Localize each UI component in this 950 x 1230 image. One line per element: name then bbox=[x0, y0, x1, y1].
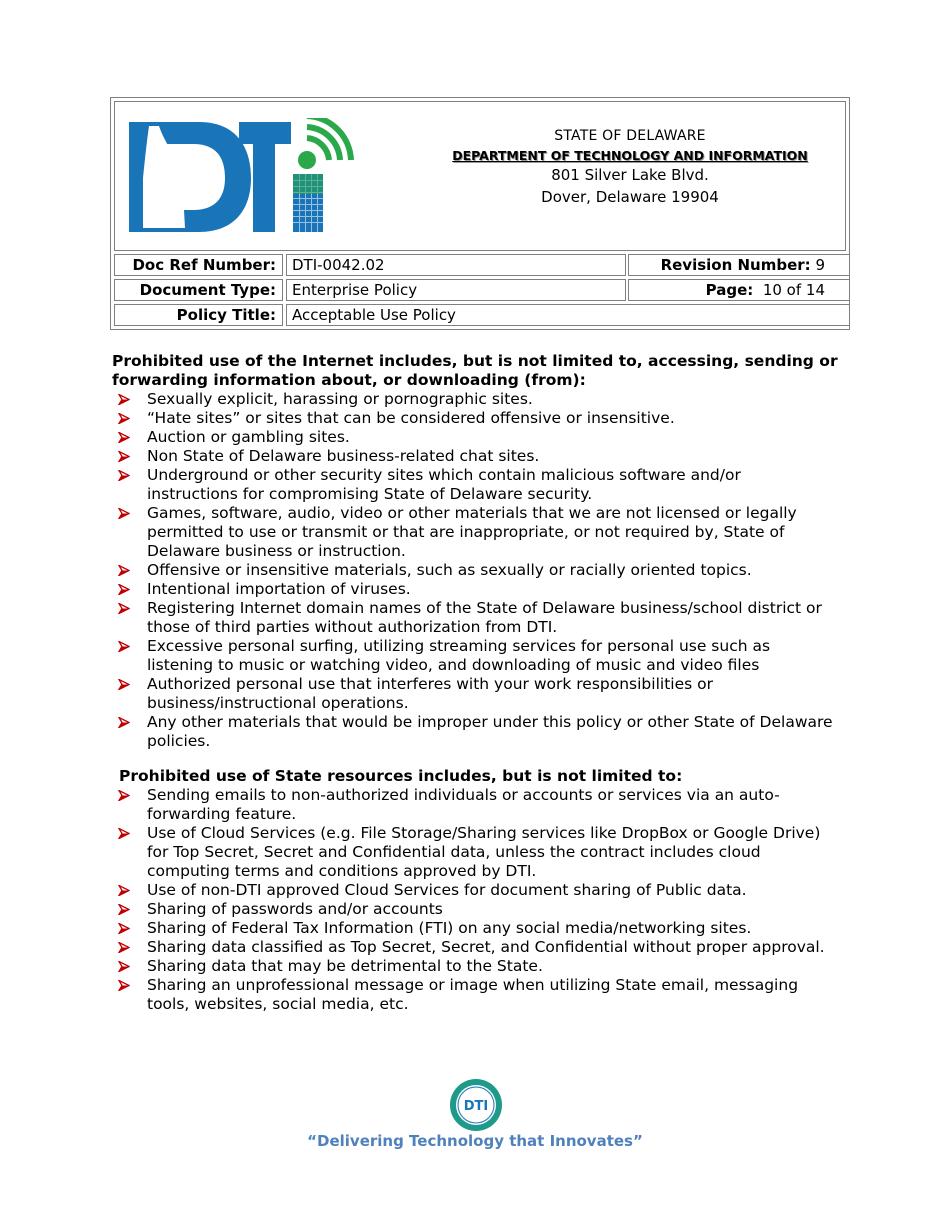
bullet-text-line: Sending emails to non-authorized individuals or accounts or services via an auto- bbox=[147, 786, 780, 804]
bullet-item bbox=[118, 919, 848, 938]
department-name: DEPARTMENT OF TECHNOLOGY AND INFORMATION bbox=[452, 148, 808, 163]
bullet-text-line: Auction or gambling sites. bbox=[147, 428, 350, 446]
page-label: Page: bbox=[705, 281, 754, 299]
state-name: STATE OF DELAWARE bbox=[554, 128, 706, 144]
arrow-bullet-icon bbox=[118, 923, 130, 934]
bullet-text-line: Non State of Delaware business-related chat sites. bbox=[147, 447, 540, 465]
bullet-text-line: Sharing data classified as Top Secret, Secret, and Confidential without proper approval. bbox=[147, 938, 825, 956]
bullet-text-line: “Hate sites” or sites that can be considered offensive or insensitive. bbox=[147, 409, 675, 427]
bullet-item bbox=[118, 786, 848, 824]
arrow-bullet-icon bbox=[118, 508, 130, 519]
arrow-bullet-icon bbox=[118, 980, 130, 991]
svg-text:DTI: DTI bbox=[463, 1099, 489, 1114]
bullet-text-line: Sharing an unprofessional message or image when utilizing State email, messaging bbox=[147, 976, 799, 994]
policy-title-label: Policy Title: bbox=[114, 304, 283, 326]
bullet-item bbox=[118, 466, 848, 504]
bullet-text-line: for Top Secret, Secret and Confidential data, unless the contract includes cloud bbox=[147, 843, 761, 861]
header-banner bbox=[114, 101, 846, 251]
arrow-bullet-icon bbox=[118, 961, 130, 972]
bullet-text-line: Use of Cloud Services (e.g. File Storage/Sharing services like DropBox or Google Drive) bbox=[147, 824, 821, 842]
arrow-bullet-icon bbox=[118, 603, 130, 614]
arrow-bullet-icon bbox=[118, 904, 130, 915]
bullet-item bbox=[118, 881, 848, 900]
bullet-item bbox=[118, 824, 848, 881]
bullet-text-line: Sharing of passwords and/or accounts bbox=[147, 900, 443, 918]
bullet-text-line: Delaware business or instruction. bbox=[147, 542, 406, 560]
section1-heading: Prohibited use of the Internet includes, but is not limited to, accessing, sending or forwarding information about, or downloading (from): bbox=[112, 352, 838, 389]
bullet-text-line: Games, software, audio, video or other materials that we are not licensed or legally bbox=[147, 504, 797, 522]
bullet-item bbox=[118, 447, 848, 466]
bullet-item bbox=[118, 504, 848, 561]
doc-type-label: Document Type: bbox=[114, 279, 283, 301]
bullet-text-line: tools, websites, social media, etc. bbox=[147, 995, 409, 1013]
bullet-text-line: Any other materials that would be improper under this policy or other State of Delaware bbox=[147, 713, 833, 731]
bullet-text-line: Use of non-DTI approved Cloud Services for document sharing of Public data. bbox=[147, 881, 747, 899]
section2-heading: Prohibited use of State resources includes, but is not limited to: bbox=[119, 767, 683, 785]
bullet-text-line: Authorized personal use that interferes with your work responsibilities or bbox=[147, 675, 713, 693]
logo-dot bbox=[298, 151, 316, 169]
address-line-2: Dover, Delaware 19904 bbox=[541, 188, 719, 206]
bullet-item bbox=[118, 561, 848, 580]
bullet-item bbox=[118, 900, 848, 919]
bullet-item bbox=[118, 675, 848, 713]
bullet-item bbox=[118, 976, 848, 1014]
page-value: 10 of 14 bbox=[762, 281, 825, 299]
dti-seal-icon bbox=[449, 1078, 503, 1132]
bullet-text-line: instructions for compromising State of Delaware security. bbox=[147, 485, 593, 503]
arrow-bullet-icon bbox=[118, 413, 130, 424]
bullet-text-line: Sharing of Federal Tax Information (FTI) on any social media/networking sites. bbox=[147, 919, 752, 937]
bullet-text-line: Offensive or insensitive materials, such as sexually or racially oriented topics. bbox=[147, 561, 752, 579]
bullet-text-line: policies. bbox=[147, 732, 211, 750]
bullet-item bbox=[118, 580, 848, 599]
arrow-bullet-icon bbox=[118, 790, 130, 801]
bullet-text-line: permitted to use or transmit or that are inappropriate, or not required by, State of bbox=[147, 523, 785, 541]
address-line-1: 801 Silver Lake Blvd. bbox=[551, 166, 709, 184]
bullet-item bbox=[118, 390, 848, 409]
bullet-item bbox=[118, 409, 848, 428]
arrow-bullet-icon bbox=[118, 828, 130, 839]
bullet-item bbox=[118, 599, 848, 637]
bullet-text-line: Excessive personal surfing, utilizing streaming services for personal use such as bbox=[147, 637, 771, 655]
bullet-text-line: Registering Internet domain names of the State of Delaware business/school district or bbox=[147, 599, 822, 617]
bullet-text-line: those of third parties without authorization from DTI. bbox=[147, 618, 558, 636]
revision-cell bbox=[628, 254, 850, 276]
bullet-text-line: Sexually explicit, harassing or pornographic sites. bbox=[147, 390, 533, 408]
bullet-item bbox=[118, 637, 848, 675]
footer-tagline: “Delivering Technology that Innovates” bbox=[307, 1132, 643, 1150]
bullet-text-line: forwarding feature. bbox=[147, 805, 297, 823]
doc-type-value: Enterprise Policy bbox=[286, 279, 626, 301]
resources-prohibited-list bbox=[118, 786, 848, 1014]
bullet-text-line: business/instructional operations. bbox=[147, 694, 409, 712]
arrow-bullet-icon bbox=[118, 394, 130, 405]
doc-ref-value: DTI-0042.02 bbox=[286, 254, 626, 276]
bullet-item bbox=[118, 938, 848, 957]
agency-address-block bbox=[405, 128, 855, 207]
arrow-bullet-icon bbox=[118, 565, 130, 576]
document-header bbox=[110, 97, 850, 330]
revision-value: 9 bbox=[815, 256, 825, 274]
revision-label: Revision Number: bbox=[660, 256, 811, 274]
arrow-bullet-icon bbox=[118, 679, 130, 690]
arrow-bullet-icon bbox=[118, 641, 130, 652]
arrow-bullet-icon bbox=[118, 432, 130, 443]
bullet-text-line: Underground or other security sites which contain malicious software and/or bbox=[147, 466, 741, 484]
bullet-text-line: Sharing data that may be detrimental to the State. bbox=[147, 957, 543, 975]
bullet-text-line: listening to music or watching video, and downloading of music and video files bbox=[147, 656, 760, 674]
bullet-item bbox=[118, 713, 848, 751]
arrow-bullet-icon bbox=[118, 885, 130, 896]
internet-prohibited-list bbox=[118, 390, 848, 751]
bullet-text-line: Intentional importation of viruses. bbox=[147, 580, 411, 598]
policy-title-value: Acceptable Use Policy bbox=[286, 304, 850, 326]
bullet-item bbox=[118, 957, 848, 976]
arrow-bullet-icon bbox=[118, 584, 130, 595]
arrow-bullet-icon bbox=[118, 470, 130, 481]
arrow-bullet-icon bbox=[118, 451, 130, 462]
bullet-text-line: computing terms and conditions approved by DTI. bbox=[147, 862, 537, 880]
page-cell bbox=[628, 279, 850, 301]
doc-ref-label: Doc Ref Number: bbox=[114, 254, 283, 276]
dti-logo bbox=[129, 118, 359, 238]
arrow-bullet-icon bbox=[118, 717, 130, 728]
arrow-bullet-icon bbox=[118, 942, 130, 953]
bullet-item bbox=[118, 428, 848, 447]
